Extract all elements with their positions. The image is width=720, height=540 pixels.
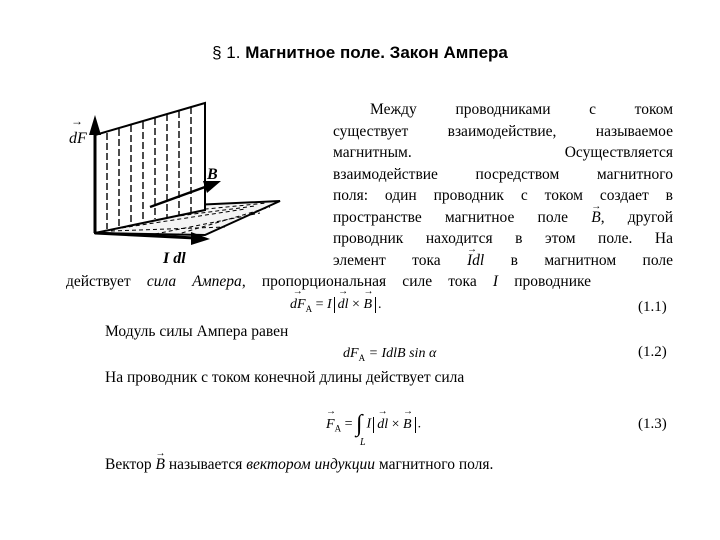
modulus-text: Модуль силы Ампера равен [105,323,289,340]
formula-1-3: → $F_A$ = ∫ L I→ dl × → B . [326,411,421,438]
ampere-force-figure [55,95,335,275]
force-label: dF [69,130,87,147]
section-number: § 1. [212,43,241,62]
b-vector-final: → B [156,454,165,476]
integral-sign: ∫ [355,411,363,437]
intro-line-2: существует взаимодействие, называемое [333,123,673,140]
page-title [0,43,720,63]
finite-length-text: На проводник с током конечной длины действует сила [105,369,465,386]
force-label-arrow: → [71,114,83,128]
ampere-force-term: сила Ампера [146,273,242,290]
idl-symbol: → Idl [467,250,484,272]
intro-line-5: поля: один проводник с током создает в [333,187,673,204]
equation-number-1: (1.1) [638,299,667,315]
final-sentence: Вектор → B называется вектором индукции магнитного поля. [105,454,493,476]
vertical-plane [95,103,205,233]
b-label: B [207,166,218,183]
formula-1-1: → $dF_A = I\to$ dl × → B . [290,297,382,314]
intro-line-3: магнитным. Осуществляется [333,144,673,161]
current-label: I dl [163,250,186,267]
intro-line-6: пространстве магнитное поле → B, другой [333,207,673,229]
section-title: Магнитное поле. Закон Ампера [245,43,508,62]
force-arrowhead [89,115,101,135]
b-vector-symbol: → B [591,207,600,229]
induction-vector-term: вектором индукции [246,456,376,473]
intro-line-4: взаимодействие посредством магнитного [333,166,673,183]
equation-number-3: (1.3) [638,416,667,432]
formula-1-2: $dF_A$ = IdlB sin α [343,346,437,363]
integral-limit: L [359,437,366,448]
intro-line-1: Между проводниками с током [370,101,673,118]
intro-line-7: проводник находится в этом поле. На [333,230,673,247]
intro-line-8: элемент тока → Idl в магнитном поле [333,250,673,272]
intro-line-9: действует сила Ампера, пропорциональная силе тока I проводнике [66,273,592,290]
equation-number-2: (1.2) [638,344,667,360]
